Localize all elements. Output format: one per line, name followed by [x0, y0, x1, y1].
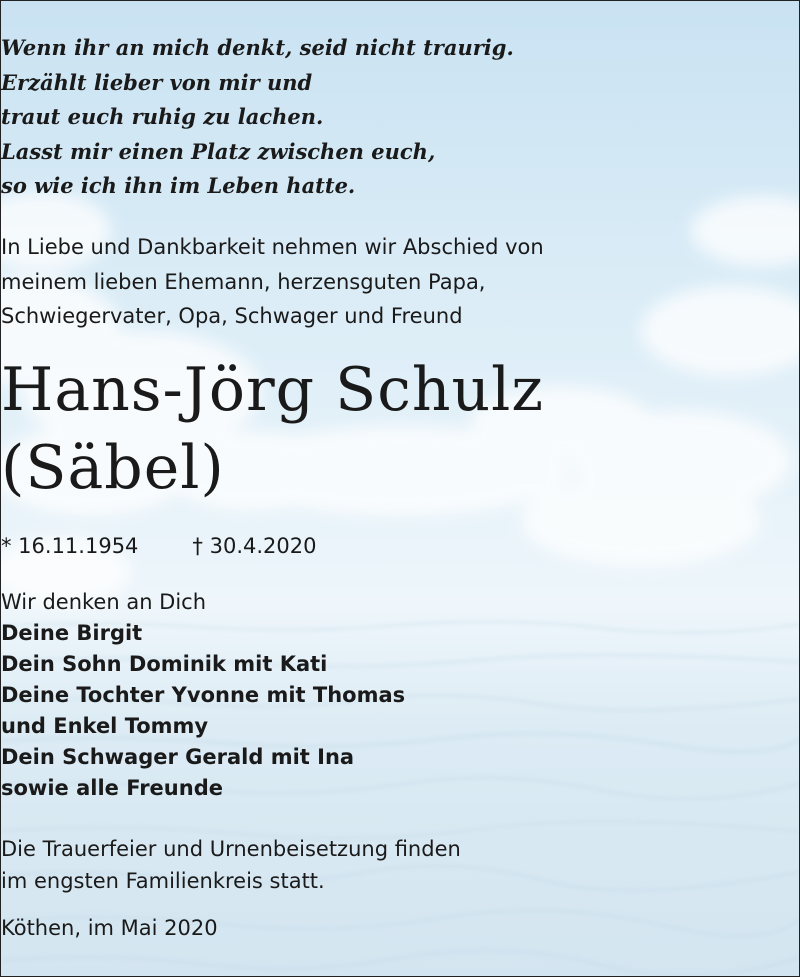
- funeral-line: im engsten Familienkreis statt.: [1, 869, 325, 893]
- poem-line: Lasst mir einen Platz zwischen euch,: [1, 138, 436, 164]
- mourner: sowie alle Freunde: [1, 776, 223, 800]
- mourner: Deine Birgit: [1, 621, 143, 645]
- mourners-list: [1, 587, 800, 804]
- poem-verse: [1, 31, 800, 204]
- poem-line: traut euch ruhig zu lachen.: [1, 104, 324, 129]
- deceased-name-block: [1, 351, 800, 507]
- intro-line: Schwiegervater, Opa, Schwager und Freund: [1, 304, 463, 328]
- mourner: und Enkel Tommy: [1, 714, 209, 738]
- mourner: Dein Schwager Gerald mit Ina: [1, 745, 355, 769]
- mourner: Deine Tochter Yvonne mit Thomas: [1, 683, 406, 707]
- mourners-intro: Wir denken an Dich: [1, 590, 207, 614]
- birth-date: * 16.11.1954: [1, 534, 139, 558]
- deceased-nickname: (Säbel): [1, 433, 225, 503]
- funeral-line: Die Trauerfeier und Urnenbeisetzung finden: [1, 837, 461, 861]
- poem-line: so wie ich ihn im Leben hatte.: [1, 173, 356, 198]
- death-date: † 30.4.2020: [192, 534, 317, 558]
- poem-line: Wenn ihr an mich denkt, seid nicht traurig.: [1, 35, 514, 60]
- poem-line: Erzählt lieber von mir und: [1, 69, 313, 95]
- mourner: Dein Sohn Dominik mit Kati: [1, 652, 328, 676]
- place-and-date: Köthen, im Mai 2020: [1, 916, 218, 940]
- intro-line: In Liebe und Dankbarkeit nehmen wir Abschied von: [1, 235, 544, 259]
- deceased-name: Hans-Jörg Schulz: [1, 355, 544, 425]
- funeral-notice: [1, 833, 800, 897]
- intro-line: meinem lieben Ehemann, herzensguten Papa,: [1, 269, 486, 294]
- farewell-intro: [1, 230, 800, 334]
- life-dates: [1, 531, 800, 561]
